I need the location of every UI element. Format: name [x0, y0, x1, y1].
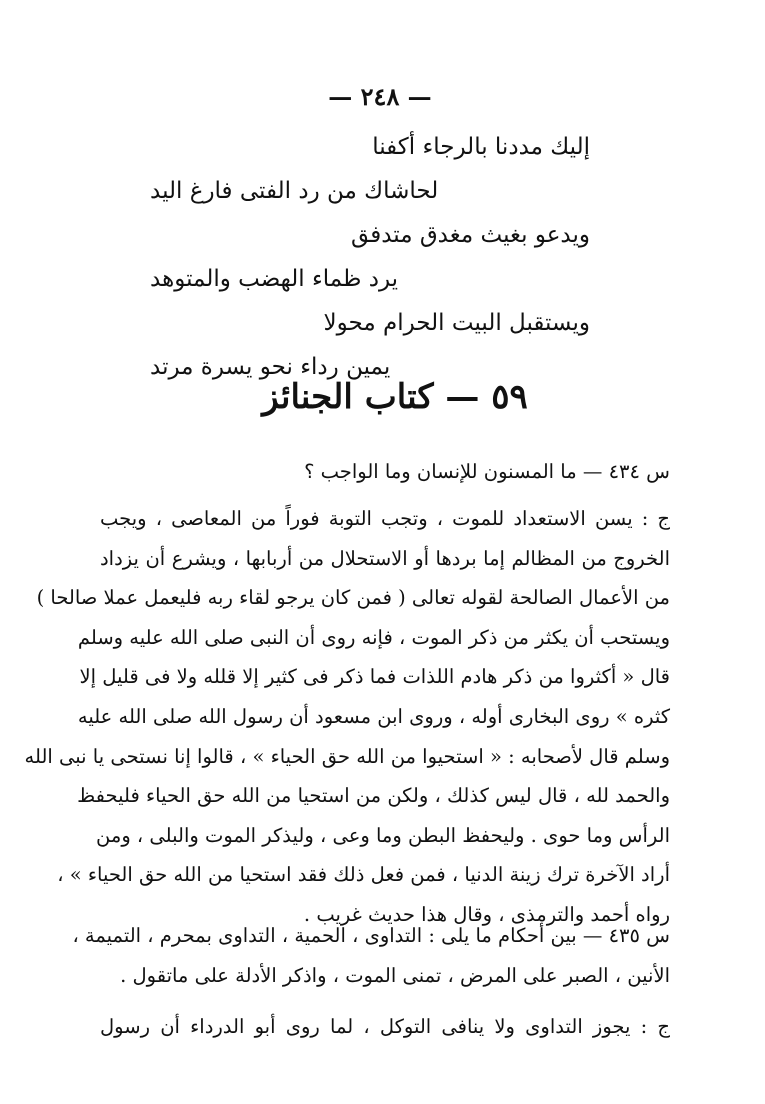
chapter-title: ٥٩ — كتاب الجنائز: [262, 377, 528, 417]
question-435: [72, 916, 670, 996]
answer-line: أراد الآخرة ترك زينة الدنيا ، فمن فعل ذلك فقد استحيا من الله حق الحياء » ،: [57, 863, 670, 887]
answer-line: والحمد لله ، قال ليس كذلك ، ولكن من استحيا من الله حق الحياء فليحفظ: [77, 784, 670, 808]
question-line: الأنين ، الصبر على المرض ، تمنى الموت ، واذكر الأدلة على ماتقول .: [120, 964, 670, 987]
poem-line: يرد ظماء الهضب والمتوهد: [150, 266, 399, 292]
poem: [150, 125, 590, 389]
answer-435: [100, 1007, 670, 1047]
answer-line: الخروج من المظالم إما بردها أو الاستحلال من أربابها ، ويشرع أن يزداد: [100, 546, 670, 570]
poem-line: ويدعو بغيث مغدق متدفق: [351, 222, 590, 248]
answer-line: ج : يجوز التداوى ولا ينافى التوكل ، لما روى أبو الدرداء أن رسول: [100, 1015, 670, 1038]
answer-434: [24, 499, 670, 935]
answer-line: رواه أحمد والترمذى ، وقال هذا حديث غريب .: [303, 902, 670, 926]
answer-line: من الأعمال الصالحة لقوله تعالى ( فمن كان يرجو لقاء ربه فليعمل عملا صالحا ): [36, 586, 670, 610]
answer-line: ج : يسن الاستعداد للموت ، وتجب التوبة فوراً من المعاصى ، ويجب: [100, 507, 670, 530]
question-434: س ٤٣٤ — ما المسنون للإنسان وما الواجب ؟: [304, 460, 670, 483]
page-number: — ٢٤٨ —: [328, 82, 432, 111]
answer-line: ويستحب أن يكثر من ذكر الموت ، فإنه روى أن النبى صلى الله عليه وسلم: [77, 625, 670, 649]
answer-line: قال « أكثروا من ذكر هادم اللذات فما ذكر فى كثير إلا قلله ولا فى قليل إلا: [79, 665, 670, 689]
poem-line: إليك مددنا بالرجاء أكفنا: [372, 134, 590, 160]
question-line: س ٤٣٥ — بين أحكام ما يلى : التداوى ، الحمية ، التداوى بمحرم ، التميمة ،: [72, 924, 670, 947]
poem-line: يمين رداء نحو يسرة مرتد: [150, 354, 391, 380]
answer-line: وسلم قال لأصحابه : « استحيوا من الله حق الحياء » ، قالوا إنا نستحى يا نبى الله: [24, 744, 670, 768]
answer-line: كثره » روى البخارى أوله ، وروى ابن مسعود أن رسول الله صلى الله عليه: [77, 704, 670, 728]
poem-line: لحاشاك من رد الفتى فارغ اليد: [150, 178, 439, 204]
poem-line: ويستقبل البيت الحرام محولا: [323, 310, 590, 336]
answer-line: الرأس وما حوى . وليحفظ البطن وما وعى ، وليذكر الموت والبلى ، ومن: [96, 823, 670, 847]
